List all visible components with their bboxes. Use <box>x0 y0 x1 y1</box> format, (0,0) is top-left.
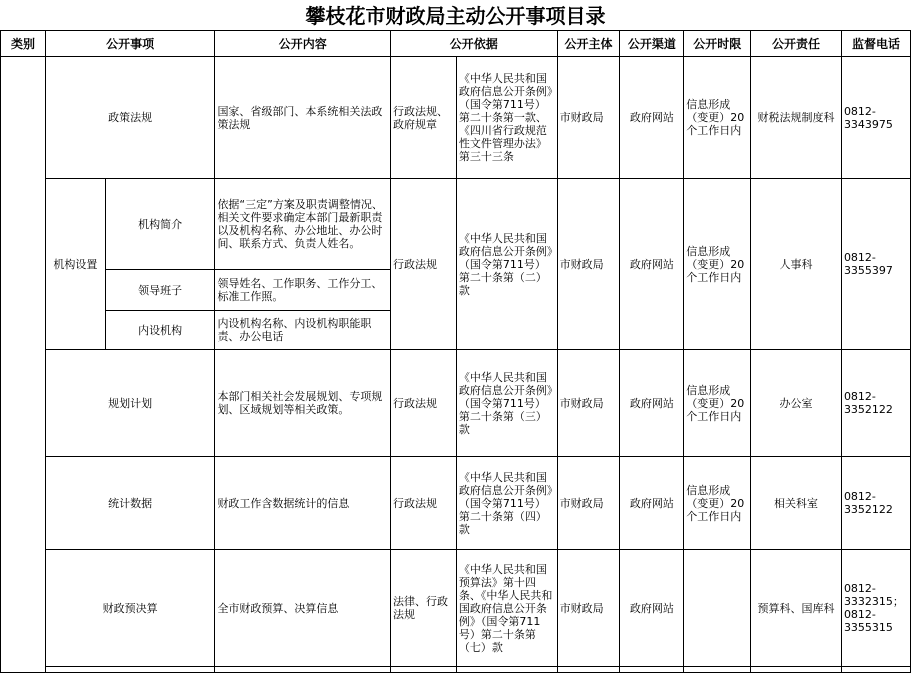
header-phone: 监督电话 <box>841 31 910 57</box>
item-cell: 机构设置 <box>45 179 105 350</box>
subject-cell: 市财政局 <box>557 457 620 550</box>
responsibility-cell: 财税法规制度科 <box>751 57 842 179</box>
responsibility-cell: 相关科室 <box>751 457 842 550</box>
category-cell <box>1 57 46 673</box>
table-row <box>1 667 911 673</box>
table-row <box>1 457 911 550</box>
sub-item-cell: 机构简介 <box>105 179 215 270</box>
item-cell: 规划计划 <box>45 350 215 457</box>
time-limit-cell: 信息形成（变更）20个工作日内 <box>684 457 751 550</box>
empty-cell <box>557 667 620 673</box>
header-basis: 公开依据 <box>390 31 557 57</box>
channel-cell: 政府网站 <box>620 179 684 350</box>
channel-cell: 政府网站 <box>620 457 684 550</box>
sub-item-cell: 内设机构 <box>105 311 215 350</box>
header-content: 公开内容 <box>215 31 391 57</box>
responsibility-cell: 人事科 <box>751 179 842 350</box>
empty-cell <box>456 667 557 673</box>
header-channel: 公开渠道 <box>620 31 684 57</box>
item-cell: 财政预决算 <box>45 550 215 667</box>
content-cell: 领导姓名、工作职务、工作分工、标准工作照。 <box>215 270 391 311</box>
time-limit-cell <box>684 550 751 667</box>
table-row <box>1 179 911 270</box>
empty-cell <box>620 667 684 673</box>
channel-cell: 政府网站 <box>620 550 684 667</box>
basis-type-cell: 行政法规、政府规章 <box>390 57 456 179</box>
phone-cell: 0812-3352122 <box>841 457 910 550</box>
header-time-limit: 公开时限 <box>684 31 751 57</box>
empty-cell <box>45 667 215 673</box>
table-row <box>1 550 911 667</box>
responsibility-cell: 预算科、国库科 <box>751 550 842 667</box>
basis-type-cell: 行政法规 <box>390 350 456 457</box>
basis-cell: 《中华人民共和国政府信息公开条例》（国令第711号）第二十条第一款、《四川省行政规范性文件管理办法》第三十三条 <box>456 57 557 179</box>
content-cell: 国家、省级部门、本系统相关法政策法规 <box>215 57 391 179</box>
basis-cell: 《中华人民共和国政府信息公开条例》（国令第711号）第二十条第（四）款 <box>456 457 557 550</box>
empty-cell <box>215 667 391 673</box>
time-limit-cell: 信息形成（变更）20个工作日内 <box>684 57 751 179</box>
header-category: 类别 <box>1 31 46 57</box>
basis-cell: 《中华人民共和国预算法》第十四条、《中华人民共和国政府信息公开条例》（国令第711号）第二十条第（七）款 <box>456 550 557 667</box>
header-item: 公开事项 <box>45 31 215 57</box>
item-cell: 统计数据 <box>45 457 215 550</box>
responsibility-cell: 办公室 <box>751 350 842 457</box>
empty-cell <box>841 667 910 673</box>
table-row <box>1 350 911 457</box>
content-cell: 财政工作含数据统计的信息 <box>215 457 391 550</box>
empty-cell <box>684 667 751 673</box>
basis-type-cell: 行政法规 <box>390 457 456 550</box>
empty-cell <box>751 667 842 673</box>
basis-cell: 《中华人民共和国政府信息公开条例》（国令第711号）第二十条第（二）款 <box>456 179 557 350</box>
subject-cell: 市财政局 <box>557 350 620 457</box>
time-limit-cell: 信息形成（变更）20个工作日内 <box>684 350 751 457</box>
channel-cell: 政府网站 <box>620 350 684 457</box>
subject-cell: 市财政局 <box>557 179 620 350</box>
sub-item-cell: 领导班子 <box>105 270 215 311</box>
subject-cell: 市财政局 <box>557 57 620 179</box>
basis-type-cell: 法律、行政法规 <box>390 550 456 667</box>
header-row <box>1 31 911 57</box>
header-responsibility: 公开责任 <box>751 31 842 57</box>
basis-type-cell: 行政法规 <box>390 179 456 350</box>
phone-cell: 0812-3343975 <box>841 57 910 179</box>
subject-cell: 市财政局 <box>557 550 620 667</box>
phone-cell: 0812-3332315；0812-3355315 <box>841 550 910 667</box>
content-cell: 依据“三定”方案及职责调整情况、相关文件要求确定本部门最新职责以及机构名称、办公地址、办公时间、联系方式、负责人姓名。 <box>215 179 391 270</box>
phone-cell: 0812-3355397 <box>841 179 910 350</box>
table-row <box>1 57 911 179</box>
channel-cell: 政府网站 <box>620 57 684 179</box>
header-subject: 公开主体 <box>557 31 620 57</box>
page-title: 攀枝花市财政局主动公开事项目录 <box>305 4 606 28</box>
content-cell: 本部门相关社会发展规划、专项规划、区域规划等相关政策。 <box>215 350 391 457</box>
basis-cell: 《中华人民共和国政府信息公开条例》（国令第711号）第二十条第（三）款 <box>456 350 557 457</box>
empty-cell <box>390 667 456 673</box>
content-cell: 全市财政预算、决算信息 <box>215 550 391 667</box>
item-cell: 政策法规 <box>45 57 215 179</box>
disclosure-table <box>0 30 911 673</box>
time-limit-cell: 信息形成（变更）20个工作日内 <box>684 179 751 350</box>
content-cell: 内设机构名称、内设机构职能职责、办公电话 <box>215 311 391 350</box>
phone-cell: 0812-3352122 <box>841 350 910 457</box>
